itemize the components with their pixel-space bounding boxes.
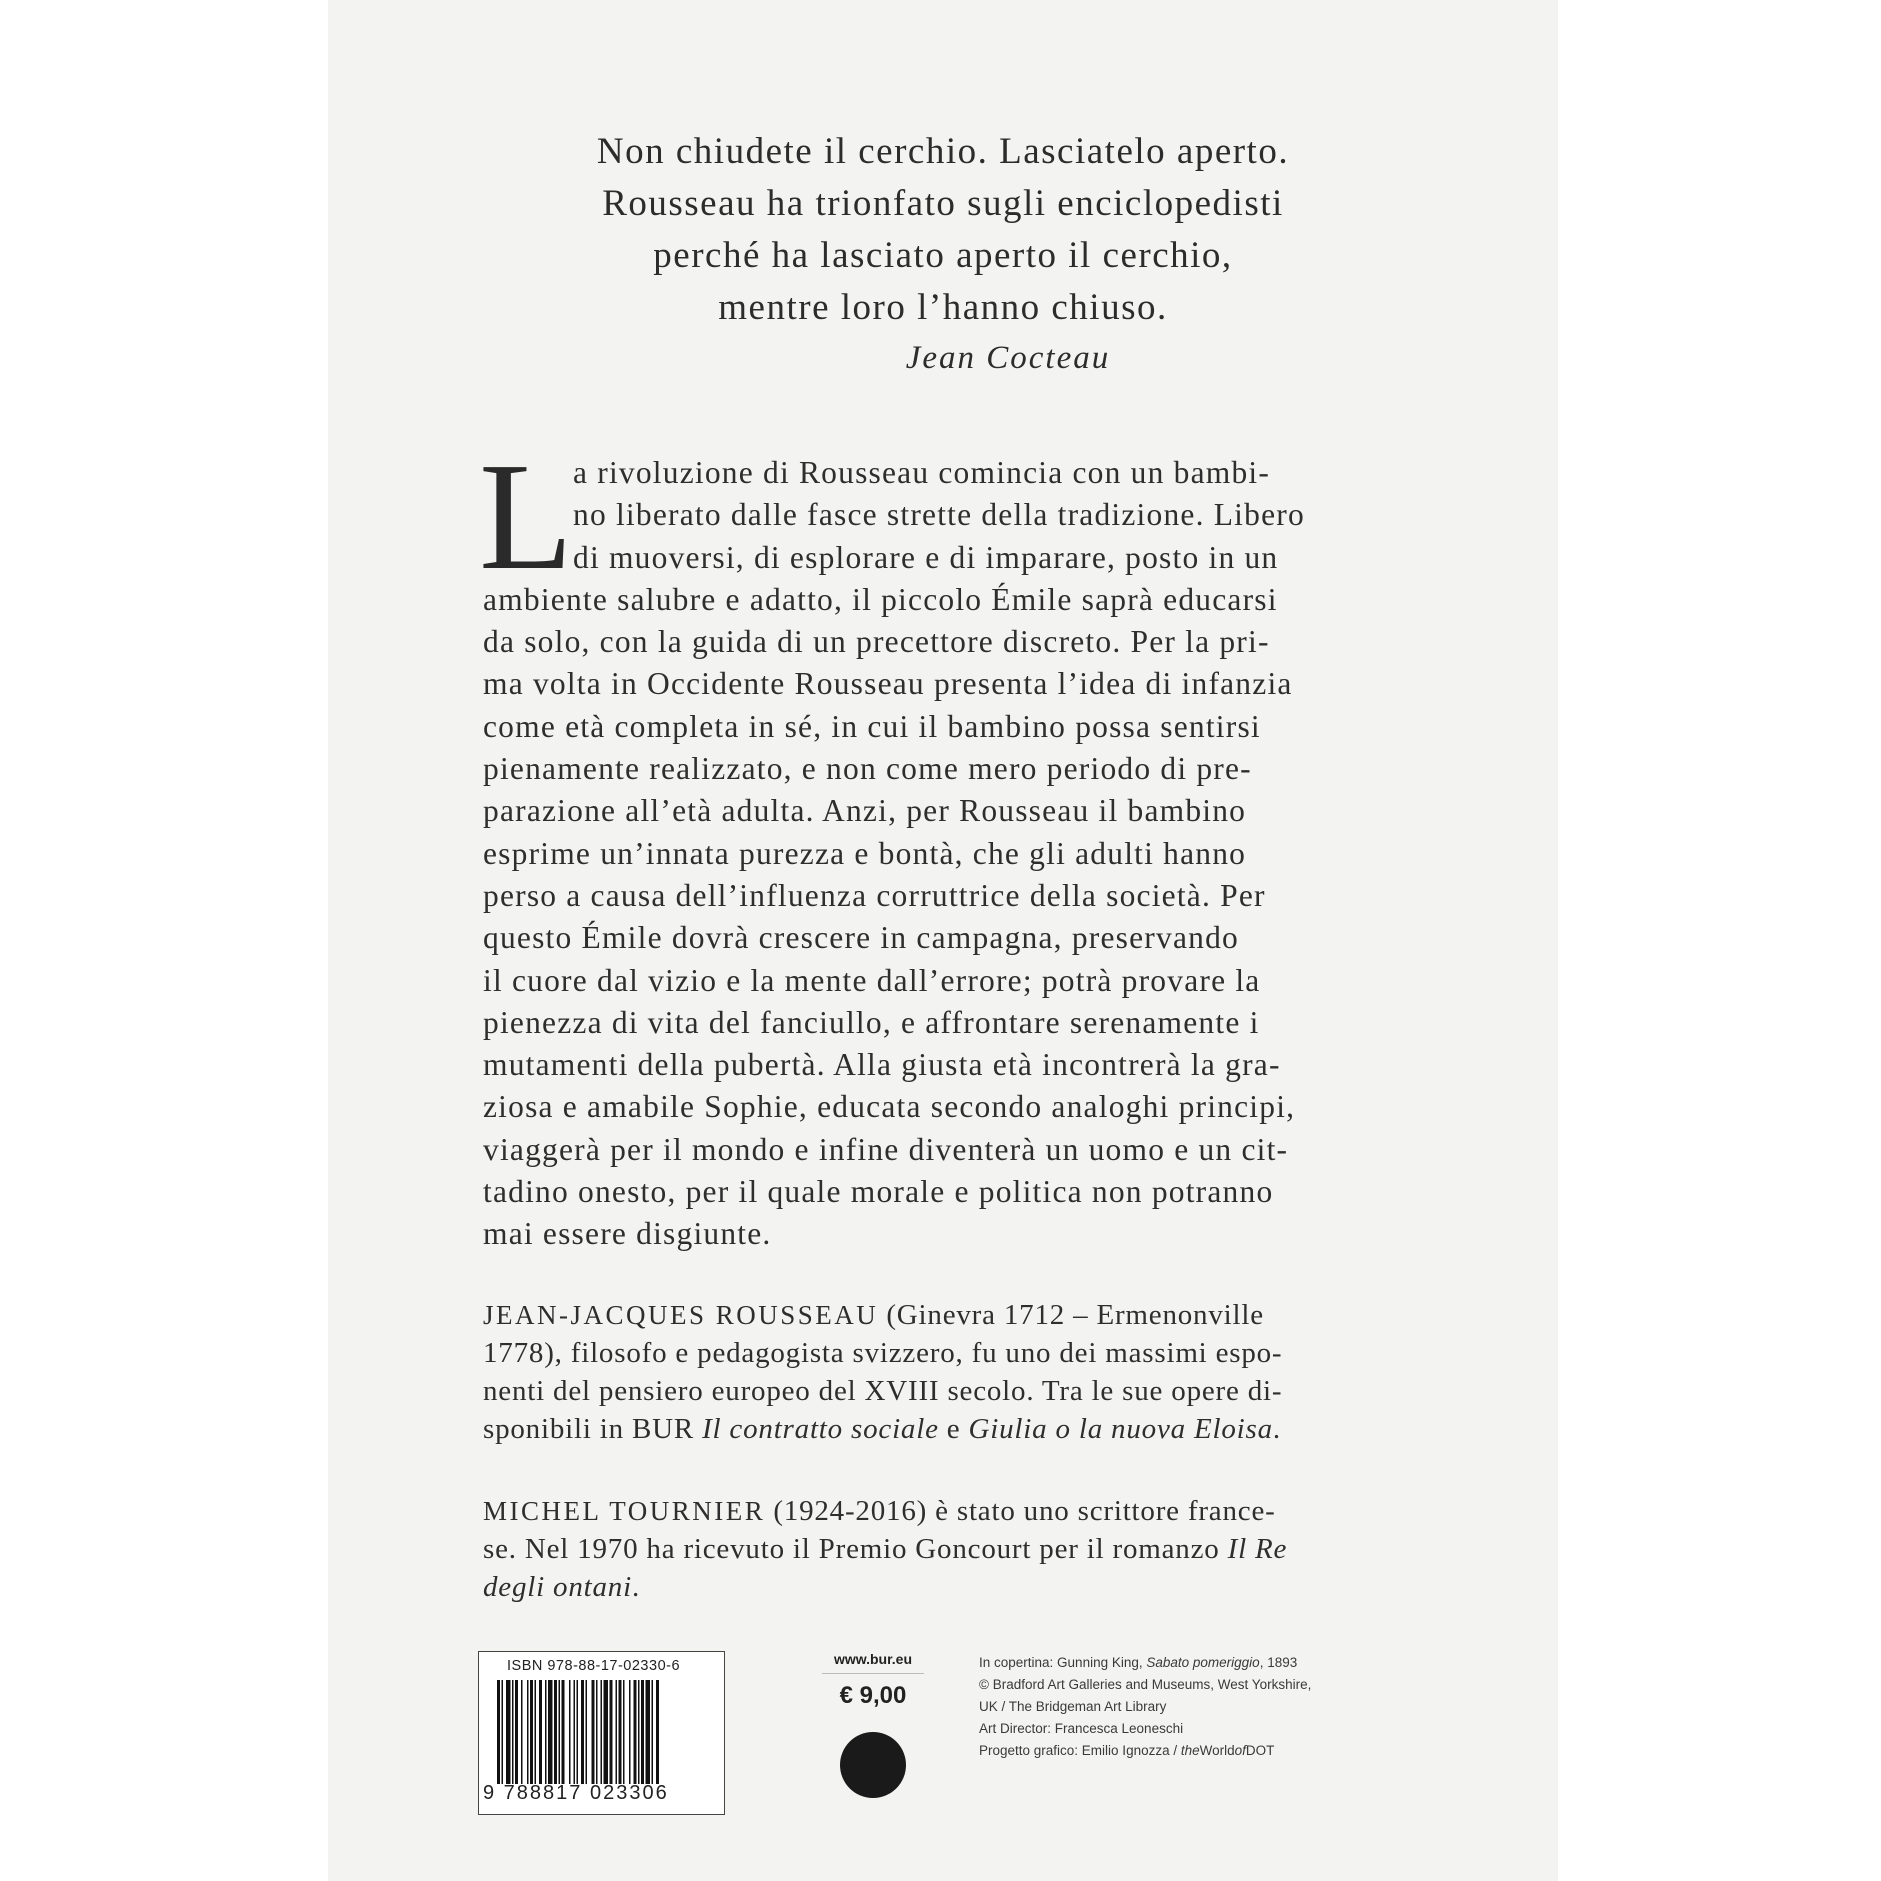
epigraph-line: mentre loro l’hanno chiuso.	[718, 287, 1168, 328]
book-title: degli ontani	[483, 1571, 632, 1603]
blurb-line: no liberato dalle fasce strette della tradizione. Libero	[573, 497, 1305, 533]
isbn-digits: 9 788817 023306	[483, 1782, 669, 1804]
book-blurb	[483, 452, 1753, 1256]
isbn-label: ISBN 978-88-17-02330-6	[507, 1658, 681, 1674]
publisher-url: www.bur.eu	[833, 1651, 913, 1667]
bio-line: sponibili in BUR Il contratto sociale e Giulia o la nuova Eloisa.	[483, 1413, 1281, 1445]
book-title: Giulia o la nuova Eloisa	[968, 1413, 1273, 1445]
blurb-line: parazione all’età adulta. Anzi, per Rousseau il bambino	[483, 793, 1247, 829]
credit-line: © Bradford Art Galleries and Museums, West Yorkshire,	[979, 1677, 1312, 1692]
barcode-icon	[497, 1680, 709, 1784]
blurb-line: pienezza di vita del fanciullo, e affrontare serenamente i	[483, 1004, 1260, 1040]
credit-line: Art Director: Francesca Leoneschi	[979, 1721, 1184, 1736]
blurb-line: perso a causa dell’influenza corruttrice della società. Per	[483, 877, 1266, 913]
drop-cap: L	[479, 432, 574, 602]
blurb-line: il cuore dal vizio e la mente dall’errore; potrà provare la	[483, 962, 1261, 998]
blurb-line: ambiente salubre e adatto, il piccolo Émile saprà educarsi	[483, 581, 1278, 617]
divider	[822, 1673, 924, 1674]
blurb-line: esprime un’innata purezza e bontà, che gli adulti hanno	[483, 835, 1247, 871]
author-name: JEAN-JACQUES ROUSSEAU	[483, 1300, 879, 1330]
epigraph-quote	[328, 126, 1558, 384]
bio-line: JEAN-JACQUES ROUSSEAU (Ginevra 1712 – Ermenonville	[483, 1299, 1264, 1331]
epigraph-line: Rousseau ha trionfato sugli enciclopedisti	[602, 183, 1284, 224]
publisher-dot-logo	[840, 1732, 906, 1798]
price-block	[818, 1651, 928, 1798]
bio-line: nenti del pensiero europeo del XVIII secolo. Tra le sue opere di-	[483, 1375, 1283, 1407]
blurb-line: tadino onesto, per il quale morale e politica non potranno	[483, 1174, 1274, 1210]
blurb-line: questo Émile dovrà crescere in campagna, preservando	[483, 920, 1239, 956]
credit-line: UK / The Bridgeman Art Library	[979, 1699, 1167, 1714]
blurb-line: pienamente realizzato, e non come mero periodo di pre-	[483, 751, 1252, 787]
epigraph-line: Non chiudete il cerchio. Lasciatelo aperto.	[596, 131, 1290, 172]
blurb-line: mai essere disgiunte.	[483, 1216, 772, 1252]
isbn-barcode	[478, 1651, 725, 1815]
blurb-line: da solo, con la guida di un precettore discreto. Per la pri-	[483, 624, 1270, 660]
epigraph-author: Jean Cocteau	[905, 340, 1111, 376]
blurb-line: mutamenti della pubertà. Alla giusta età incontrerà la gra-	[483, 1047, 1281, 1083]
bio-line: se. Nel 1970 ha ricevuto il Premio Goncourt per il romanzo Il Re	[483, 1533, 1288, 1565]
editor-name: MICHEL TOURNIER	[483, 1496, 766, 1526]
cover-credits	[979, 1652, 1311, 1762]
bio-line: degli ontani.	[483, 1571, 641, 1603]
blurb-line: ziosa e amabile Sophie, educata secondo analoghi principi,	[483, 1089, 1296, 1125]
book-title: Il Re	[1227, 1533, 1288, 1565]
editor-bio	[483, 1492, 1423, 1606]
author-bio	[483, 1296, 1423, 1448]
price-label: € 9,00	[839, 1682, 907, 1709]
blurb-line: come età completa in sé, in cui il bambino possa sentirsi	[483, 708, 1261, 744]
credit-line: In copertina: Gunning King, Sabato pomeriggio, 1893	[979, 1655, 1298, 1670]
blurb-line: viaggerà per il mondo e infine diventerà un uomo e un cit-	[483, 1131, 1289, 1167]
blurb-line: di muoversi, di esplorare e di imparare, posto in un	[573, 539, 1279, 575]
credit-line: Progetto grafico: Emilio Ignozza / theWorldofDOT	[979, 1743, 1275, 1758]
blurb-line: ma volta in Occidente Rousseau presenta l’idea di infanzia	[483, 666, 1293, 702]
book-back-cover	[328, 0, 1558, 1881]
epigraph-line: perché ha lasciato aperto il cerchio,	[653, 235, 1233, 276]
bio-line: MICHEL TOURNIER (1924-2016) è stato uno scrittore france-	[483, 1495, 1276, 1527]
bio-line: 1778), filosofo e pedagogista svizzero, fu uno dei massimi espo-	[483, 1337, 1283, 1369]
book-title: Il contratto sociale	[702, 1413, 939, 1445]
blurb-line: a rivoluzione di Rousseau comincia con un bambi-	[573, 455, 1271, 490]
